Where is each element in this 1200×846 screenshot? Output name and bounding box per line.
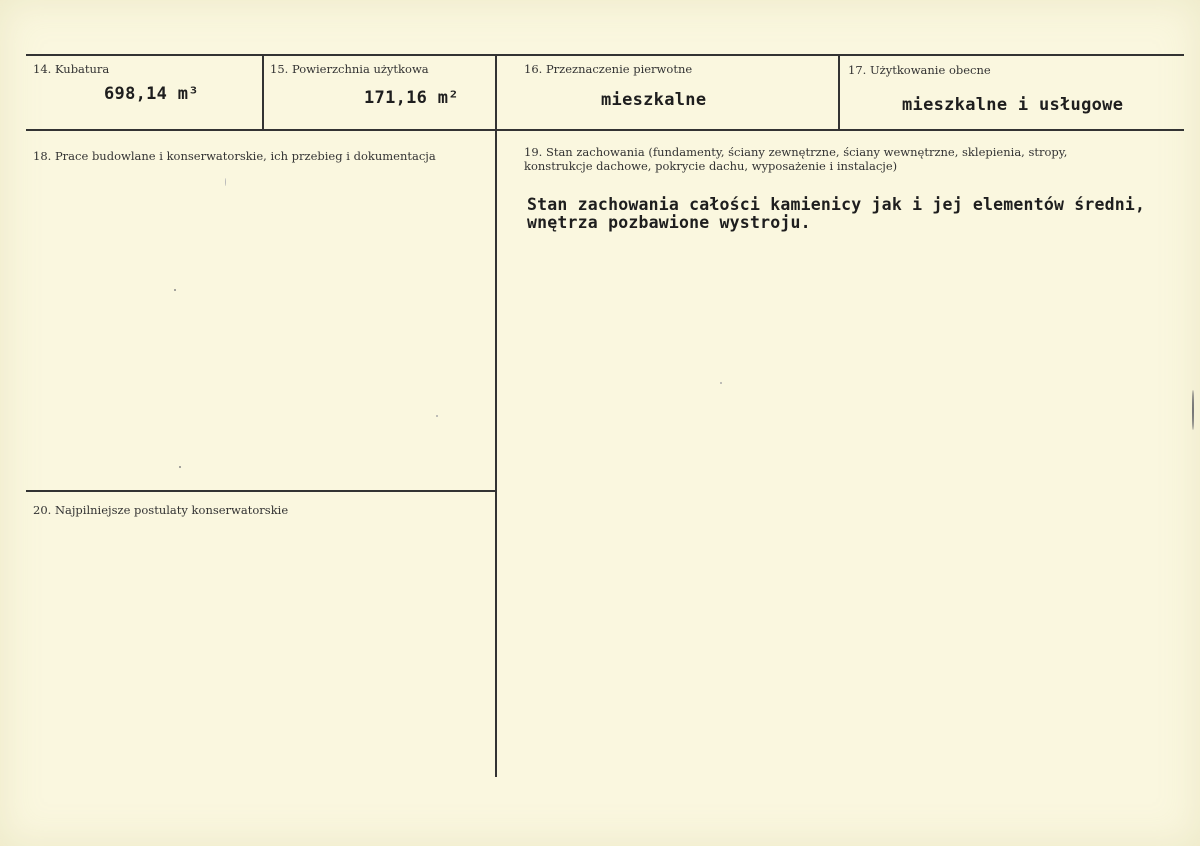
top-rule	[26, 54, 1184, 56]
divider-16-17	[838, 55, 840, 129]
divider-15-16	[495, 55, 497, 777]
field-16-value: mieszkalne	[601, 90, 707, 110]
paper-speck	[436, 415, 438, 417]
field-17-value: mieszkalne i usługowe	[902, 95, 1124, 115]
field-19-value-line2: wnętrza pozbawione wystroju.	[527, 213, 811, 232]
row1-bottom-rule	[26, 129, 1184, 131]
field-19-label-line1: 19. Stan zachowania (fundamenty, ściany zewnętrzne, ściany wewnętrzne, sklepienia, stropy,	[524, 145, 1068, 159]
field-18-label: 18. Prace budowlane i konserwatorskie, ich przebieg i dokumentacja	[33, 149, 436, 163]
field-17-label: 17. Użytkowanie obecne	[848, 63, 991, 77]
paper-speck	[225, 178, 226, 186]
field-20-label: 20. Najpilniejsze postulaty konserwatorskie	[33, 503, 289, 517]
field-19-label-line2: konstrukcje dachowe, pokrycie dachu, wyposażenie i instalacje)	[524, 159, 898, 173]
field-14-label: 14. Kubatura	[33, 62, 110, 76]
field-19-value-line1: Stan zachowania całości kamienicy jak i jej elementów średni,	[527, 195, 1146, 214]
field-15-label: 15. Powierzchnia użytkowa	[270, 62, 429, 76]
field-15-value: 171,16 m²	[364, 88, 459, 108]
paper-speck	[1192, 390, 1194, 430]
field-16-label: 16. Przeznaczenie pierwotne	[524, 62, 693, 76]
field18-bottom-rule	[26, 490, 496, 492]
paper-speck	[179, 466, 181, 468]
paper-speck	[174, 289, 176, 291]
divider-14-15	[262, 55, 264, 129]
field-14-value: 698,14 m³	[104, 84, 199, 104]
paper-speck	[720, 382, 722, 384]
